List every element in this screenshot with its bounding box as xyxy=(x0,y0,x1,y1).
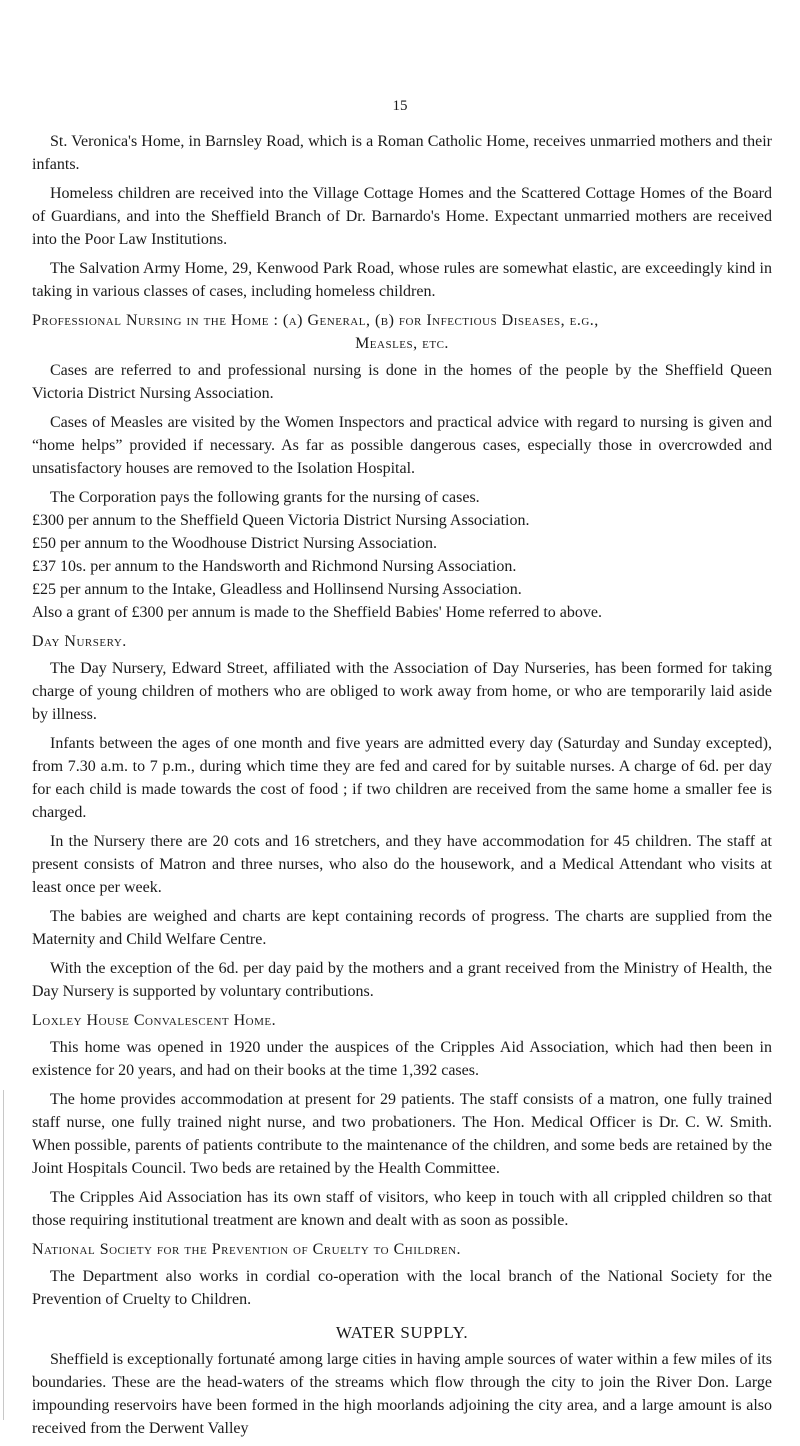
section-heading-day-nursery: Day Nursery. xyxy=(32,633,127,650)
heading-line-2: Measles, etc. xyxy=(355,335,449,352)
paragraph-loxley-accommodation: The home provides accommodation at present for 29 patients. The staff consists of a matron, one fully trained staff nurse, one fully trained night nurse, and two probationers. The Hon. Medical Officer is Dr. C. W. Smith. When possible, parents of patients contribute to the maintenance of the children, and some beds are retained by the Joint Hospitals Council. Two beds are retained by the Health Committee. xyxy=(32,1091,772,1177)
grants-list xyxy=(32,509,772,624)
paragraph-cots: In the Nursery there are 20 cots and 16 stretchers, and they have accommodation for 45 children. The staff at present consists of Matron and three nurses, who also do the housework, and a Medical Attendant who visits at least once per week. xyxy=(32,833,772,896)
grant-item: £25 per annum to the Intake, Gleadless and Hollinsend Nursing Association. xyxy=(32,581,522,598)
paragraph-water-supply: Sheffield is exceptionally fortunaté among large cities in having ample sources of water within a few miles of its boundaries. These are the head-waters of the streams which flow through the city to join the River Don. Large impounding reservoirs have been formed in the high moorlands adjoining the city area, and a large amount is also received from the Derwent Valley xyxy=(32,1351,772,1437)
section-heading-nspcc: National Society for the Prevention of Cruelty to Children. xyxy=(32,1241,462,1258)
paragraph-measles: Cases of Measles are visited by the Women Inspectors and practical advice with regard to nursing is given and “home helps” provided if necessary. As far as possible dangerous cases, especially those in overcrowded and unsatisfactory houses are removed to the Isolation Hospital. xyxy=(32,414,772,477)
paragraph-nspcc: The Department also works in cordial co-operation with the local branch of the National Society for the Prevention of Cruelty to Children. xyxy=(32,1268,772,1308)
paragraph-cripples-aid: The Cripples Aid Association has its own staff of visitors, who keep in touch with all crippled children so that those requiring institutional treatment are known and dealt with as soon as possible. xyxy=(32,1189,772,1229)
heading-line-1: Professional Nursing in the Home : (a) General, (b) for Infectious Diseases, e.g., xyxy=(32,312,599,329)
paragraph-day-nursery: The Day Nursery, Edward Street, affiliated with the Association of Day Nurseries, has been formed for taking charge of young children of mothers who are obliged to work away from home, or who are temporarily laid aside by illness. xyxy=(32,660,772,723)
paragraph-corporation-grants: The Corporation pays the following grants for the nursing of cases. xyxy=(50,489,480,506)
grant-item: £300 per annum to the Sheffield Queen Victoria District Nursing Association. xyxy=(32,512,530,529)
paragraph-infants: Infants between the ages of one month and five years are admitted every day (Saturday and Sunday excepted), from 7.30 a.m. to 7 p.m., during which time they are fed and cared for by suitable nurses. A charge of 6d. per day for each child is made towards the cost of food ; if two children are received from the same home a smaller fee is charged. xyxy=(32,735,772,821)
grant-item: £50 per annum to the Woodhouse District Nursing Association. xyxy=(32,535,438,552)
page-number: 15 xyxy=(392,98,408,114)
section-heading-professional-nursing xyxy=(32,309,772,355)
paragraph-funding: With the exception of the 6d. per day paid by the mothers and a grant received from the Ministry of Health, the Day Nursery is supported by voluntary contributions. xyxy=(32,960,772,1000)
grant-item: Also a grant of £300 per annum is made to the Sheffield Babies' Home referred to above. xyxy=(32,604,602,621)
paragraph-st-veronica: St. Veronica's Home, in Barnsley Road, which is a Roman Catholic Home, receives unmarried mothers and their infants. xyxy=(32,133,772,173)
paragraph-salvation-army: The Salvation Army Home, 29, Kenwood Park Road, whose rules are somewhat elastic, are exceedingly kind in taking in various classes of cases, including homeless children. xyxy=(32,260,772,300)
margin-line xyxy=(3,1090,4,1420)
paragraph-babies-weighed: The babies are weighed and charts are kept containing records of progress. The charts are supplied from the Maternity and Child Welfare Centre. xyxy=(32,908,772,948)
paragraph-cases-referred: Cases are referred to and professional nursing is done in the homes of the people by the Sheffield Queen Victoria District Nursing Association. xyxy=(32,362,772,402)
grant-item: £37 10s. per annum to the Handsworth and Richmond Nursing Association. xyxy=(32,558,517,575)
paragraph-loxley-opened: This home was opened in 1920 under the auspices of the Cripples Aid Association, which had then been in existence for 20 years, and had on their books at the time 1,392 cases. xyxy=(32,1039,772,1079)
body-text xyxy=(32,130,772,1446)
paragraph-homeless-children: Homeless children are received into the Village Cottage Homes and the Scattered Cottage Homes of the Board of Guardians, and into the Sheffield Branch of Dr. Barnardo's Home. Expectant unmarried mothers are received into the Poor Law Institutions. xyxy=(32,185,772,248)
section-heading-loxley: Loxley House Convalescent Home. xyxy=(32,1012,277,1029)
section-title-water-supply: WATER SUPPLY. xyxy=(335,1323,469,1342)
